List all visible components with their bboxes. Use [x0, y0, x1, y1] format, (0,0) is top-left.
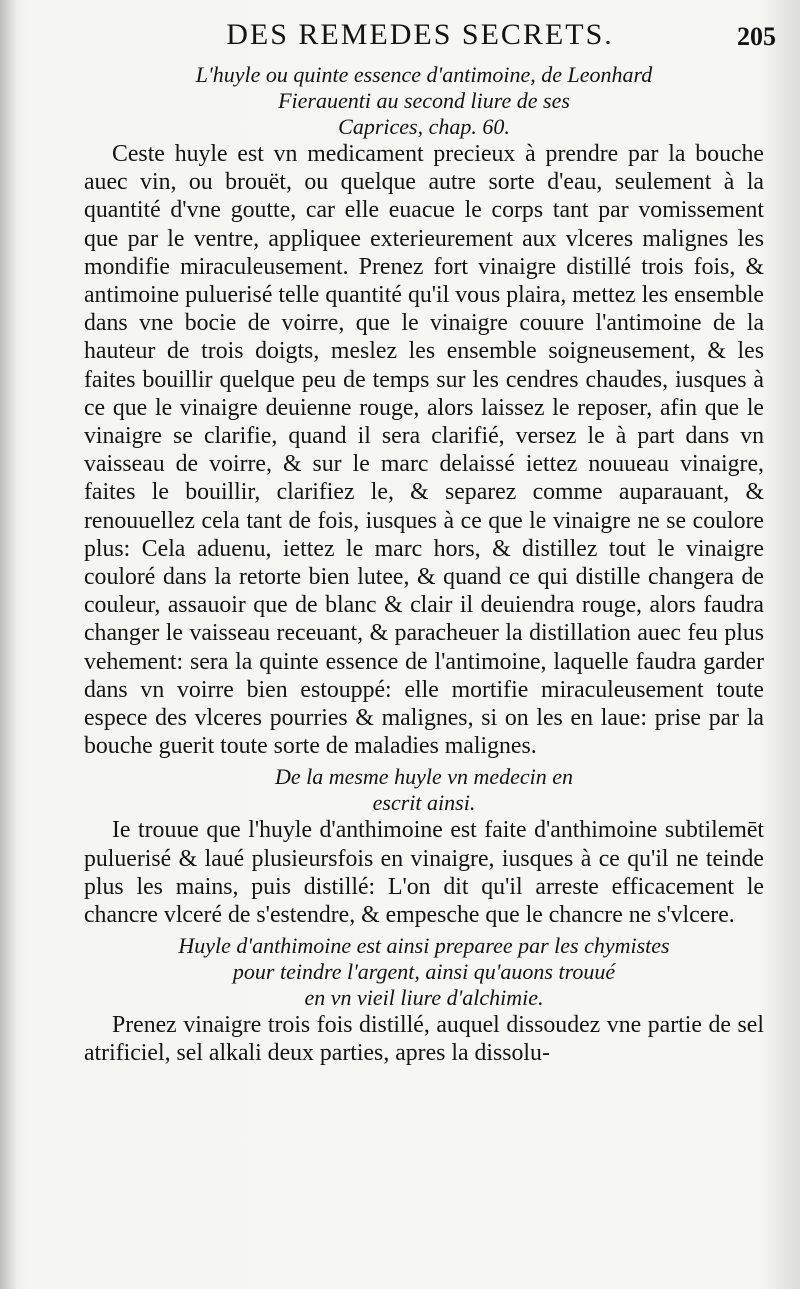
heading-line: Fierauenti au second liure de ses: [278, 88, 570, 113]
section-heading-3: [84, 933, 764, 1011]
heading-line: Huyle d'anthimoine est ainsi preparee par les chymistes: [178, 933, 670, 959]
page-body: [84, 62, 764, 1068]
heading-line: escrit ainsi.: [372, 790, 476, 816]
heading-line: en vn vieil liure d'alchimie.: [304, 985, 544, 1011]
page-edge-shadow: [0, 0, 16, 1289]
heading-line: L'huyle ou quinte essence d'antimoine, de Leonhard: [195, 62, 653, 87]
paragraph-3: Prenez vinaigre trois fois distillé, auquel dissoudez vne partie de sel atrificiel, sel alkali deux parties, apres la dissolu-: [84, 1012, 764, 1067]
running-title: DES REMEDES SECRETS.: [226, 18, 614, 51]
page-header: [40, 18, 780, 58]
paragraph-1: Ceste huyle est vn medicament precieux à prendre par la bouche auec vin, ou brouët, ou quelque autre sorte d'eau, seulement à la quantité d'vne goutte, car elle euacue le corps tant par vomissement que par le ventre, appliquee exterieurement aux vlceres malignes les mondifie miraculeusement. Prenez fort vinaigre distillé trois fois, & antimoine puluerisé telle quantité qu'il vous plaira, mettez les ensemble dans vne bocie de voirre, que le vinaigre couure l'antimoine de la hauteur de trois doigts, meslez les ensemble soigneusement, & les faites bouillir quelque peu de temps sur les cendres chaudes, iusques à ce que le vinaigre deuienne rouge, alors laissez le reposer, afin que le vinaigre se clarifie, quand il sera clarifié, versez le à part dans vn vaisseau de voirre, & sur le marc delaissé iettez nouueau vinaigre, faites le bouillir, clarifiez le, & separez comme auparauant, & renouuellez cela tant de fois, iusques à ce que le vinaigre ne se coulore plus: Cela aduenu, iettez le marc hors, & distillez tout le vinaigre couloré dans la retorte bien lutee, & quand ce qui distille changera de couleur, assauoir que de blanc & clair il deuiendra rouge, alors faudra changer le vaisseau receuant, & paracheuer la distillation auec feu plus vehement: sera la quinte essence de l'antimoine, laquelle faudra garder dans vn voirre bien estouppé: elle mortifie miraculeusement toute espece des vlceres pourries & malignes, si on les en laue: prise par la bouche guerit toute sorte de maladies malignes.: [84, 141, 764, 760]
heading-line: Caprices, chap. 60.: [338, 114, 510, 139]
section-heading-2: [84, 764, 764, 816]
page-number: 205: [737, 22, 776, 51]
paragraph-2: Ie trouue que l'huyle d'anthimoine est faite d'anthimoine subtilemēt puluerisé & laué plusieursfois en vinaigre, iusques à ce qu'il ne teinde plus les mains, puis distillé: L'on dit qu'il arreste efficacement le chancre vlceré de s'estendre, & empesche que le chancre ne s'vlcere.: [84, 817, 764, 929]
section-heading-1: [84, 62, 764, 140]
heading-line: De la mesme huyle vn medecin en: [274, 764, 574, 790]
heading-line: pour teindre l'argent, ainsi qu'auons trouué: [232, 959, 616, 985]
